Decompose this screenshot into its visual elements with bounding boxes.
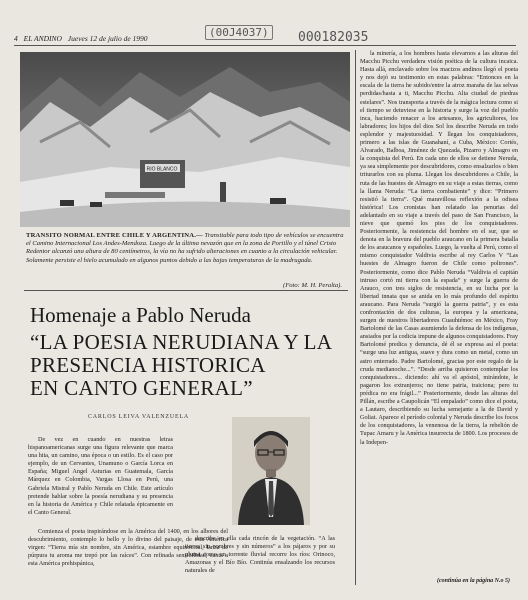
paragraph-america: Comienza el poeta inspirándose en la América del 1400, en los albores del descubrimiento, contemplo lo bello y lo divino del paisaje, de esta América virgen: “Tierra mía sin nombre, sin América, estambre equinoccial, lanza de púrpura tu aroma me trepó por las raíces”. Con refinada sensibilidad, canta a esta América prehispánica,	[28, 528, 228, 568]
photo-credit: (Foto: M. H. Peralta).	[283, 282, 342, 289]
mountain-road-photo	[20, 52, 350, 227]
author-portrait	[232, 417, 310, 525]
column-divider	[355, 50, 356, 585]
page-header	[14, 34, 152, 43]
photo-image	[20, 52, 350, 227]
article-column-1-intro	[28, 436, 173, 517]
caption-title: TRANSITO NORMAL ENTRE CHILE Y ARGENTINA.—	[26, 232, 203, 239]
portrait-image	[232, 417, 310, 525]
byline: CARLOS LEIVA VALENZUELA	[88, 414, 190, 420]
headline-line-2: PRESENCIA HISTORICA	[30, 353, 266, 377]
paragraph-history: la minería, a los hombres hasta elevarnos a las alturas del Macchu Picchu verdadera visión poética de la cultura incaica. Hasta allá, enclavado sobre los macizos andinos llegó el poeta y nos dejó su testimonio en estas palabras: “Entonces en la escala de la tierra he subido/entre la atroz maraña de las selvas perdidas/hasta a ti, Macchu Picchu. Alta ciudad de piedras estelares”. Nos transporta a través de la mágica lectura como si el tiempo se detuviese en la historia y surge la voz del pueblo inca, haciendo renacer a los artesanos, los agricultores, los labradores; los hijos del dios Sol los describe Neruda en todo esplendor y majestuosidad. Y llegan los conquistadores, primero a las islas de Guanahaní, a Cuba, México: Cortés, Alvarado, Balboa, Jiménez de Quezada, Pizarro y Almagro en la conquista del Perú. En cada uno de ellos se detiene Neruda, ya sea simplemente por descubridores, como ensalzarlos o bien triturarlos con su pluma. Llegan los descubridores a Chile, la ruta de las huestes de Almagro en su viaje a estas tierras, como la llama Neruda: “La tierra combatiente” y dice: “Primero resistió la tierra”. Qué maravillosa reflexión a la odisea histórica! Los cronistas han relatado las penurias del adelantado en su viaje a través del paso de San Francisco, la nieve que quemó los pies de los conquistadores. Posteriormente, la resistencia del hombre en el sur, que se denota en la bravura del pueblo araucano en la primera batalla de los araucanos y españoles. Luego, la vuelta al Perú, como el mismo conquistador Valdivia escribe al rey Carlos V “Las huestes de Almagro fueron de Chile como poltrones”. Posteriormente, como dice Pablo Neruda “Valdivia el capitán intruso cortó mi tierra con la espada” y surge la guerra de Arauco, con tres siglos de resistencia, en su lucha por la libertad innata que se anida en lo más profundo del espíritu araucano. Para Neruda “surgió la guerra patria”, y es esta confrontación de dos culturas, la europea y la americana, surgen de nuestros libertadores Cuauhtémoc en México, Fray Bartolomé de las Casas asumiendo la defensa de los indígenas, ansiados por la codicia impune de algunos conquistadores. Fray Bartolomé predica y denuncia, dé él se expresa así el poeta: “surge una luz antigua, suave y dura como un metal, como un astro enterrado. Padre Bartolomé, gracias por este regalo de la cruda medianoche...”. “Desde arriba quisieron contemplar los conquistadores... diciendo: ahí va el apóstol, mirándote, le pagaron los extranjeros; no tiene patria, traiciona; pero tu prédica no era frágil...” Posteriormente, desde las alturas del Pillán, escribe a Caupolicán “El empalado” como dice el poeta, a Lautaro, describiendo su lucha semejante a la de David y Goliat. Aparece el período colonial y Neruda describe los focos de los conquistadores, la venenosa de la tierra, la rebelión de Tupac Amaru y la América insurrecta de 1800. Los procesos de la Indepen-	[360, 50, 518, 446]
headline-line-1: “LA POESIA NERUDIANA Y LA	[30, 330, 333, 354]
header-rule	[14, 45, 516, 46]
paragraph-vegetation: describe en ella cada rincón de la vegetación. “A las tierras sin nombres y sin números” a los pájaros y por su pluma como un torrente fluvial recorre los ríos: Orinoco, Amazonas y el Bío Bío. Continúa ensalzando los recursos naturales de	[185, 535, 335, 575]
handwritten-code-1: (00J4037)	[205, 25, 273, 40]
continuation-note: (continúa en la página N.o 5)	[437, 578, 511, 584]
article-kicker: Homenaje a Pablo Neruda	[30, 303, 252, 327]
section-rule	[24, 290, 348, 291]
article-headline	[30, 331, 350, 400]
handwritten-code-2: 000182035	[298, 30, 369, 45]
issue-date: Jueves 12 de julio de 1990	[67, 34, 148, 43]
headline-line-3: EN CANTO GENERAL”	[30, 376, 253, 400]
newspaper-name: EL ANDINO	[23, 34, 62, 43]
road-sign-text: RIO BLANCO	[146, 166, 178, 173]
article-column-3	[360, 50, 518, 447]
article-column-2	[185, 535, 335, 575]
photo-caption	[26, 232, 346, 289]
paragraph-intro: De vez en cuando en nuestras letras hispanoamericanas surge una figura relevante que marca una hita, un camino, una época o un estilo. Es el caso por ejemplo, de un Cervantes, Unamuno o García Lorca en España; Miguel Angel Asturias en Guatemala, García Márquez en Colombia, Vargas Llosa en Perú, una Gabriela Mistral y Pablo Neruda en Chile. Este artículo pretende hablar sobre la poesía nerudiana y su presencia en la historia de América y Chile relatada épicamente en el Canto General.	[28, 436, 173, 516]
caption-text: Transitable para todo tipo de vehículos se encuentra el Camino Internacional Los Andes-Mendoza. Luego de la última nevazón que en la zona de Portillo y el túnel Cristo Redentor alcanzó una altura de 80 centímetros, la vía no ha sufrido alteraciones en cuanto a la circulación vehicular. Solamente persiste el hielo acumulado en algunos puntos debido a las bajas temperaturas de la madrugada.	[26, 232, 344, 264]
page-number: 4	[14, 34, 18, 43]
